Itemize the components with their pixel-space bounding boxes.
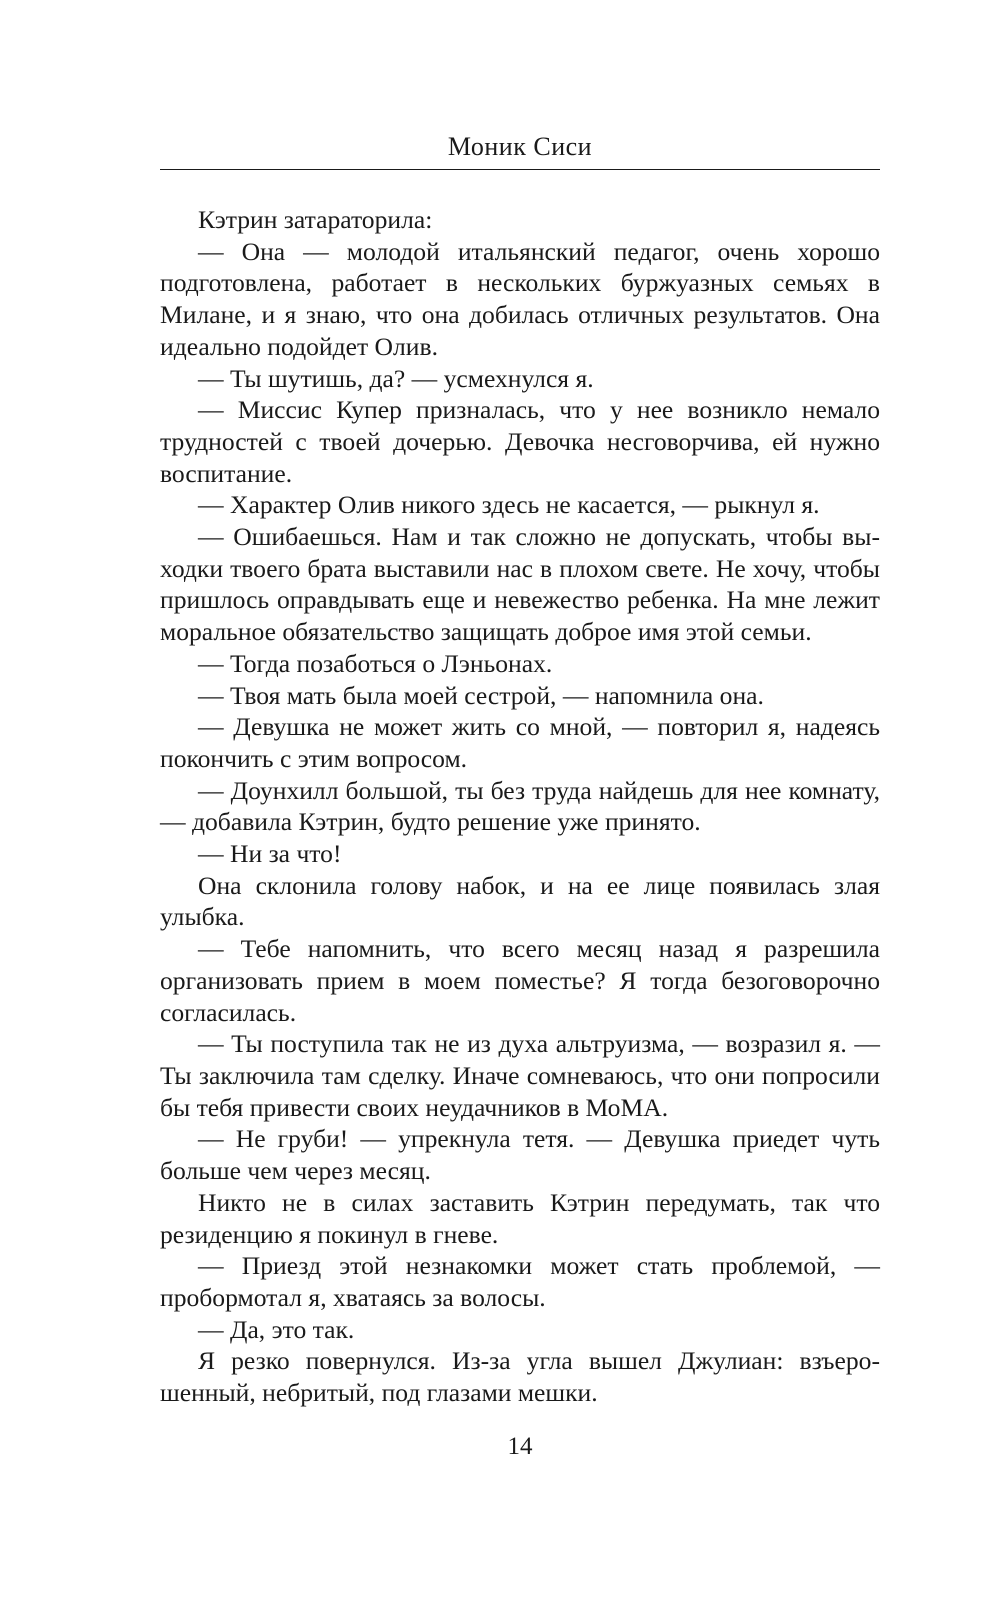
paragraph: — Тебе напомнить, что всего месяц назад я разрешила организовать прием в моем поместье? Я тогда безоговорочно согласилась. — [160, 934, 880, 1027]
paragraph: — Твоя мать была моей сестрой, — напомнила она. — [198, 680, 764, 710]
paragraph: Кэтрин затараторила: — [198, 205, 433, 234]
paragraph: — Да, это так. — [198, 1314, 355, 1344]
body-text — [160, 204, 880, 1409]
paragraph: — Ошибаешься. Нам и так сложно не допускать, чтобы выходки твоего брата выставили нас в плохом свете. Не хочу, чтобы пришлось оправдывать еще и невежество ребенка. На мне лежит моральное обязательство защищать доброе имя этой семьи. — [160, 522, 880, 647]
paragraph: — Не груби! — упрекнула тетя. — Девушка приедет чуть больше чем через месяц. — [160, 1124, 880, 1186]
paragraph: — Тогда позаботься о Лэньонах. — [198, 648, 553, 678]
paragraph: — Она — молодой итальянский педагог, очень хорошо подготовлена, работает в нескольких буржуазных семьях в Милане, и я знаю, что она добилась отличных результатов. Она идеально подойдет Олив. — [160, 236, 880, 361]
header-rule — [160, 169, 880, 170]
running-header-author: Моник Сиси — [447, 132, 593, 161]
page-number: 14 — [507, 1433, 533, 1460]
paragraph: — Доунхилл большой, ты без труда найдешь для нее комнату, — добавила Кэтрин, будто решение уже принято. — [160, 775, 880, 837]
paragraph: — Миссис Купер призналась, что у нее возникло немало трудностей с твоей дочерью. Девочка несговорчива, ей нужно воспитание. — [160, 395, 880, 488]
paragraph: — Ты шутишь, да? — усмехнулся я. — [198, 363, 594, 393]
paragraph: Она склонила голову набок, и на ее лице появилась злая улыбка. — [160, 870, 880, 932]
paragraph: — Девушка не может жить со мной, — повторил я, надеясь покончить с этим вопросом. — [160, 712, 880, 773]
paragraph: Никто не в силах заставить Кэтрин передумать, так что резиденцию я покинул в гневе. — [160, 1187, 880, 1249]
paragraph: — Приезд этой незнакомки может стать проблемой, — пробормотал я, хватаясь за волосы. — [160, 1251, 880, 1312]
paragraph: — Ты поступила так не из духа альтруизма, — возразил я. — Ты заключила там сделку. Иначе сомневаюсь, что они попросили бы тебя привести своих неудачников в МоМА. — [160, 1029, 880, 1122]
paragraph: — Характер Олив никого здесь не касается, — рыкнул я. — [198, 490, 820, 520]
paragraph: Я резко повернулся. Из-за угла вышел Джулиан: взъерошенный, небритый, под глазами мешки. — [160, 1346, 880, 1408]
paragraph: — Ни за что! — [198, 839, 342, 869]
